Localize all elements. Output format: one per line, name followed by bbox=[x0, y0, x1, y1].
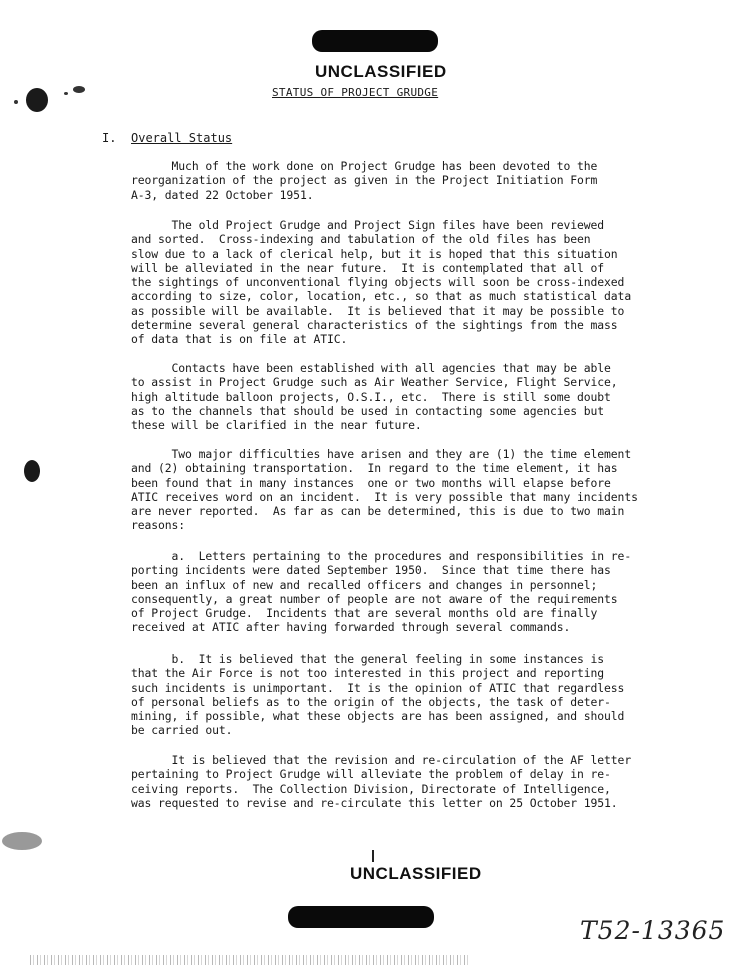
ink-smudge-lower-left bbox=[2, 832, 42, 850]
header-classification-stamp: UNCLASSIFIED bbox=[315, 62, 447, 81]
bottom-redaction-bar bbox=[288, 906, 434, 928]
section-number: I. bbox=[102, 131, 117, 145]
paragraph-6-item-b: b. It is believed that the general feeling in some instances is that the Air Force is not too interested in this project and reporting such incidents is unimportant. It is the opinion of ATIC that regardless of personal beliefs as to the origin of the objects, the task of deter- mining, if possible, what these objects are has been assigned, and should be carried out. bbox=[131, 652, 625, 738]
ink-blot-left bbox=[26, 88, 48, 112]
scan-noise-strip bbox=[30, 955, 470, 965]
section-heading: Overall Status bbox=[131, 131, 233, 145]
footer-tick-mark bbox=[372, 850, 374, 862]
paragraph-3: Contacts have been established with all agencies that may be able to assist in Project Grudge such as Air Weather Service, Flight Service, high altitude balloon projects, O.S.I., etc. There is still some doubt as to the channels that should be used in contacting some agencies but these will be clarified in the near future. bbox=[131, 361, 618, 433]
paragraph-1: Much of the work done on Project Grudge has been devoted to the reorganization of the project as given in the Project Initiation Form A-3, dated 22 October 1951. bbox=[131, 159, 598, 202]
paragraph-7: It is believed that the revision and re-circulation of the AF letter pertaining to Project Grudge will alleviate the problem of delay in re- ceiving reports. The Collection Division, Directorate of Intelligence, was requested to revise and re-circulate this letter on 25 October 1951. bbox=[131, 753, 632, 810]
paragraph-4: Two major difficulties have arisen and they are (1) the time element and (2) obtaining transportation. In regard to the time element, it has been found that in many instances one or two months will elapse before ATIC receives word on an incident. It is very possible that many incidents are never reported. As far as can be determined, this is due to two main reasons: bbox=[131, 447, 638, 533]
top-redaction-bar bbox=[312, 30, 438, 52]
ink-blot-margin bbox=[24, 460, 40, 482]
ink-speck-tiny bbox=[14, 100, 18, 104]
paragraph-5-item-a: a. Letters pertaining to the procedures and responsibilities in re- porting incidents were dated September 1950. Since that time there has been an influx of new and recalled officers and changes in personnel; consequently, a great number of people are not aware of the requirements of Project Grudge. Incidents that are several months old are finally received at ATIC after having forwarded through several commands. bbox=[131, 549, 632, 635]
paragraph-2: The old Project Grudge and Project Sign files have been reviewed and sorted. Cross-indexing and tabulation of the old files has been slow due to a lack of clerical help, but it is hoped that this situation will be alleviated in the near future. It is contemplated that all of the sightings of unconventional flying objects will soon be cross-indexed according to size, color, location, etc., so that as much statistical data as possible will be available. It is believed that it may be possible to determine several general characteristics of the sightings from the mass of data that is on file at ATIC. bbox=[131, 218, 632, 347]
handwritten-document-number: T52-13365 bbox=[580, 916, 726, 945]
page-title: STATUS OF PROJECT GRUDGE bbox=[272, 86, 439, 99]
ink-speck-tiny-2 bbox=[64, 92, 68, 95]
ink-speck-small bbox=[73, 86, 85, 93]
footer-classification-stamp: UNCLASSIFIED bbox=[350, 864, 482, 883]
